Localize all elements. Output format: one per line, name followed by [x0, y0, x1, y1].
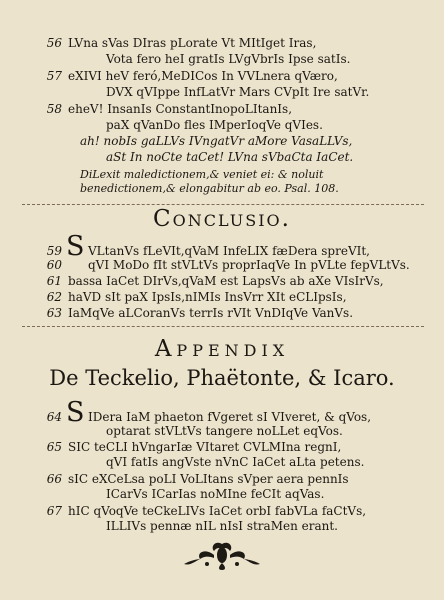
drop-cap: S — [66, 231, 85, 262]
floral-ornament-icon — [180, 540, 264, 570]
verse-number: 60 — [46, 258, 62, 272]
verse-number: 56 — [46, 36, 62, 50]
section-heading: Appendix — [154, 336, 290, 362]
verse-line: bassa IaCet DIrVs,qVaM est LapsVs ab aXe VIsIrVs, — [68, 274, 384, 288]
verse-line: sIC eXCeLsa poLI VoLItans sVper aera pennIs — [68, 472, 349, 486]
verse-number: 67 — [46, 504, 62, 518]
verse-number: 63 — [46, 306, 62, 320]
verse-line: LVna sVas DIras pLorate Vt MItIget Iras, — [68, 36, 317, 50]
verse-number: 59 — [46, 244, 62, 258]
verse-number: 61 — [46, 274, 62, 288]
verse-line: Vota fero heI gratIs LVgVbrIs Ipse satIs. — [106, 52, 351, 66]
verse-line: qVI fatIs angVste nVnC IaCet aLta petens. — [106, 455, 365, 469]
verse-line: eheV! InsanIs ConstantInopoLItanIs, — [68, 102, 293, 116]
verse-line: ILLIVs pennæ nIL nIsI straMen erant. — [106, 519, 338, 533]
section-subheading: De Teckelio, Phaëtonte, & Icaro. — [49, 366, 395, 390]
verse-line: paX qVanDo fles IMperIoqVe qVIes. — [106, 118, 323, 132]
scripture-quote: DiLexit maledictionem,& veniet ei: & noluit benedictionem,& elongabitur ab eo. Psal. 108. — [80, 168, 339, 195]
divider — [22, 204, 424, 205]
verse-line: SIC teCLI hVngarIæ VItaret CVLMIna regnI, — [68, 440, 342, 454]
verse-line: IaMqVe aLCoranVs terrIs rVIt VnDIqVe VanVs. — [68, 306, 354, 320]
verse-line: haVD sIt paX IpsIs,nIMIs InsVrr XIt eCLIpsIs, — [68, 290, 347, 304]
verse-line: VLtanVs fLeVIt,qVaM InfeLIX fæDera spreVIt, — [88, 244, 370, 258]
verse-line: ah! nobIs gaLLVs IVngatVr aMore VasaLLVs, — [80, 134, 353, 148]
verse-number: 57 — [46, 69, 62, 83]
section-heading: Conclusio. — [153, 206, 291, 232]
verse-line: DVX qVIppe InfLatVr Mars CVpIt Ire satVr. — [106, 85, 370, 99]
verse-number: 62 — [46, 290, 62, 304]
verse-line: eXIVI heV feró,MeDICos In VVLnera qVæro, — [68, 69, 338, 83]
verse-line: IDera IaM phaeton fVgeret sI VIveret, & qVos, — [88, 410, 372, 424]
verse-number: 58 — [46, 102, 62, 116]
divider — [22, 326, 424, 327]
verse-line: hIC qVoqVe teCkeLIVs IaCet orbI fabVLa faCtVs, — [68, 504, 367, 518]
verse-number: 64 — [46, 410, 62, 424]
verse-line: optarat stVLtVs tangere noLLet eqVos. — [106, 424, 343, 438]
verse-line: aSt In noCte taCet! LVna sVbaCta IaCet. — [106, 150, 354, 164]
verse-number: 65 — [46, 440, 62, 454]
verse-number: 66 — [46, 472, 62, 486]
drop-cap: S — [66, 397, 85, 428]
verse-line: qVI MoDo fIt stVLtVs proprIaqVe In pVLte fepVLtVs. — [88, 258, 410, 272]
verse-line: ICarVs ICarIas noMIne feCIt aqVas. — [106, 487, 325, 501]
